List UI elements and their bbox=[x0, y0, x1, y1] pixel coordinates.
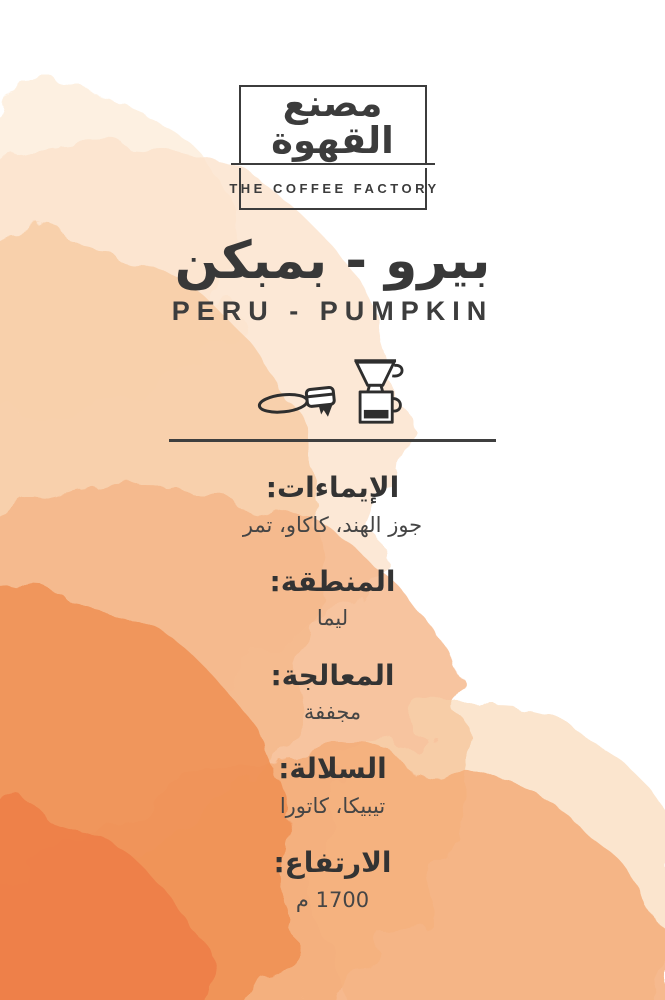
spec-altitude bbox=[0, 845, 665, 914]
spec-process bbox=[0, 658, 665, 727]
spec-region-label: المنطقة: bbox=[269, 564, 396, 598]
logo-english-text: THE COFFEE FACTORY bbox=[229, 180, 440, 196]
spec-process-value: مجففة bbox=[303, 700, 362, 725]
spec-notes-value: جوز الهند، كاكاو، تمر bbox=[242, 512, 423, 537]
logo-english-box bbox=[229, 168, 440, 210]
spec-altitude-label: الارتفاع: bbox=[273, 846, 392, 880]
spec-process-label: المعالجة: bbox=[270, 658, 395, 692]
spec-variety-value: تيبيكا، كاتورا bbox=[279, 793, 386, 818]
section-divider bbox=[169, 439, 496, 442]
portafilter-icon bbox=[256, 376, 336, 422]
product-title-english: PERU - PUMPKIN bbox=[171, 296, 494, 327]
logo-arabic-text: مصنع القهوة bbox=[271, 82, 394, 162]
spec-variety bbox=[0, 751, 665, 820]
spec-region-value: ليما bbox=[316, 606, 349, 631]
spec-variety-label: السلالة: bbox=[278, 752, 387, 786]
pourover-dripper-icon bbox=[348, 356, 410, 426]
spec-list bbox=[0, 470, 665, 914]
spec-notes bbox=[0, 470, 665, 539]
brew-method-icons bbox=[0, 357, 665, 425]
brand-logo-badge bbox=[229, 82, 440, 210]
product-title-arabic: بيرو - بمبكن bbox=[174, 231, 491, 291]
spec-altitude-value: 1700 م bbox=[295, 887, 370, 912]
spec-region bbox=[0, 564, 665, 633]
logo-arabic-box bbox=[239, 82, 427, 163]
spec-notes-label: الإيماءات: bbox=[265, 471, 400, 505]
